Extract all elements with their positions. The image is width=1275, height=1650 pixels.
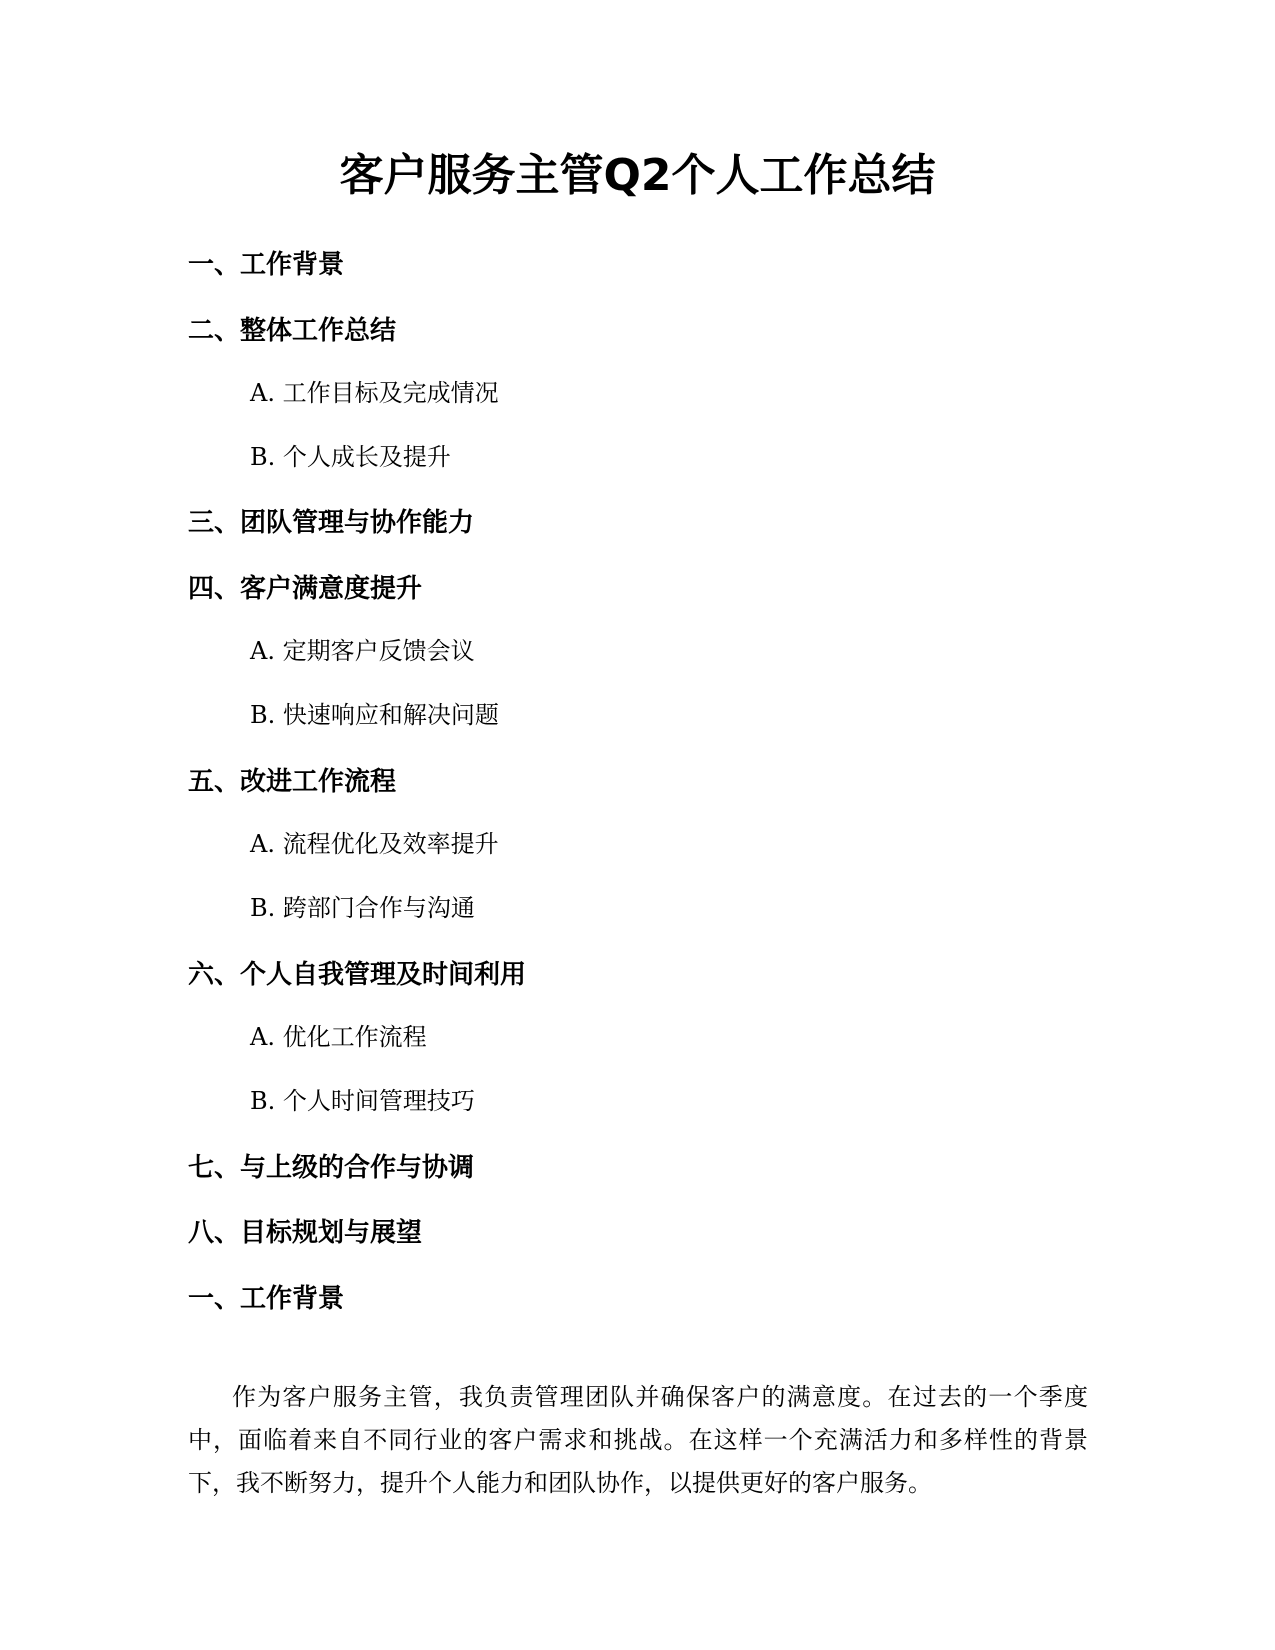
section-1-paragraph: 作为客户服务主管，我负责管理团队并确保客户的满意度。在过去的一个季度中，面临着来自不同行业的客户需求和挑战。在这样一个充满活力和多样性的背景下，我不断努力，提升个人能力和团队协作，以提供更好的客户服务。 [188,1383,1088,1497]
outline-heading-8: 八、目标规划与展望 [188,1218,423,1248]
outline-heading-4: 四、客户满意度提升 [188,574,423,604]
document-title: 客户服务主管Q2个人工作总结 [339,150,936,201]
outline-heading-3: 三、团队管理与协作能力 [188,508,475,538]
outline-item-2a: A. 工作目标及完成情况 [250,379,499,407]
outline-item-2b: B. 个人成长及提升 [250,443,451,471]
section-heading-1: 一、工作背景 [188,1284,345,1314]
outline-item-4b: B. 快速响应和解决问题 [250,701,499,729]
outline-heading-1: 一、工作背景 [188,250,345,280]
outline-heading-2: 二、整体工作总结 [188,316,397,346]
outline-item-6a: A. 优化工作流程 [250,1023,427,1051]
outline-item-4a: A. 定期客户反馈会议 [250,637,475,665]
outline-item-6b: B. 个人时间管理技巧 [250,1087,475,1115]
outline-item-5b: B. 跨部门合作与沟通 [250,894,475,922]
outline-heading-5: 五、改进工作流程 [188,767,397,797]
outline-heading-7: 七、与上级的合作与协调 [188,1153,475,1183]
outline-heading-6: 六、个人自我管理及时间利用 [188,960,527,990]
outline-item-5a: A. 流程优化及效率提升 [250,830,499,858]
